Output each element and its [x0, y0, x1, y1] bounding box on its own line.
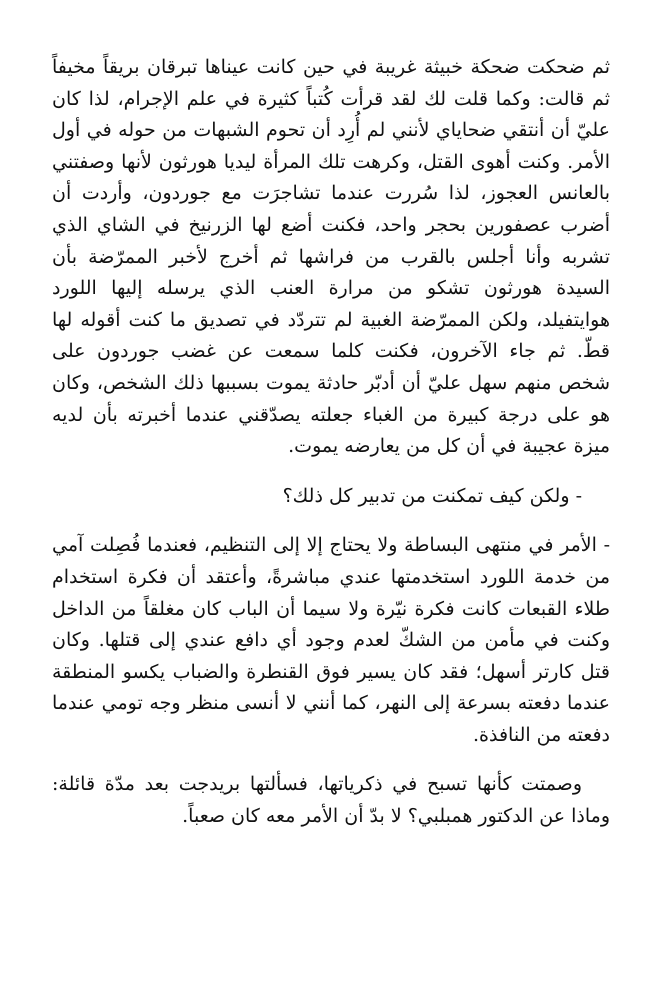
paragraph-dialogue-answer: - الأمر في منتهى البساطة ولا يحتاج إلا إلى التنظيم، فعندما فُصِلت آمي من خدمة اللورد استخدمتها عندي مباشرةً، وأعتقد أن فكرة استخدام طلاء القبعات كانت فكرة نيّرة ولا سيما أن الباب كان مغلقاً من الداخل وكنت في مأمن من الشكّ لعدم وجود أي دافع عندي إلى قتلها. وكان قتل كارتر أسهل؛ فقد كان يسير فوق القنطرة والضباب يكسو المنطقة عندما دفعته بسرعة إلى النهر، كما أنني لا أنسى منظر وجه تومي عندما دفعته من النافذة. [52, 534, 610, 746]
paragraph-narration: ثم ضحكت ضحكة خبيثة غريبة في حين كانت عيناها تبرقان بريقاً مخيفاً ثم قالت: وكما قلت لك لقد قرأت كُتباً كثيرة في علم الإجرام، لذا كان عليّ أن أنتقي ضحاياي لأنني لم أُرِد أن تحوم الشبهات من حوله في أول الأمر. وكنت أهوى القتل، وكرهت تلك المرأة ليديا هورثون لأنها وصفتني بالعانس العجوز، لذا سُررت عندما تشاجرَت مع جوردون، وأردت أن أضرب عصفورين بحجر واحد، فكنت أضع لها الزرنيخ في الشاي الذي تشربه وأنا أجلس بالقرب من فراشها ثم أخرج لأخبر الممرّضة بأن السيدة هورثون تشكو من مرارة العنب الذي يرسله إليها اللورد هوايتفيلد، ولكن الممرّضة الغبية لم تتردّد في تصديق ما كنت أقوله لها قطّ. ثم جاء الآخرون، فكنت كلما سمعت عن غضب جوردون على شخص منهم سهل عليّ أن أدبّر حادثة يموت بسببها ذلك الشخص، وكان هو على درجة كبيرة من الغباء جعلته يصدّقني عندما أخبرته بأن لديه ميزة عجيبة في أن كل من يعارضه يموت. [52, 56, 610, 458]
paragraph-closing: وصمتت كأنها تسبح في ذكرياتها، فسألتها بريدجت بعد مدّة قائلة: وماذا عن الدكتور همبلبي؟ لا بدّ أن الأمر معه كان صعباً. [52, 773, 610, 828]
book-page [52, 52, 610, 833]
paragraph-dialogue-question: - ولكن كيف تمكنت من تدبير كل ذلك؟ [282, 484, 582, 507]
